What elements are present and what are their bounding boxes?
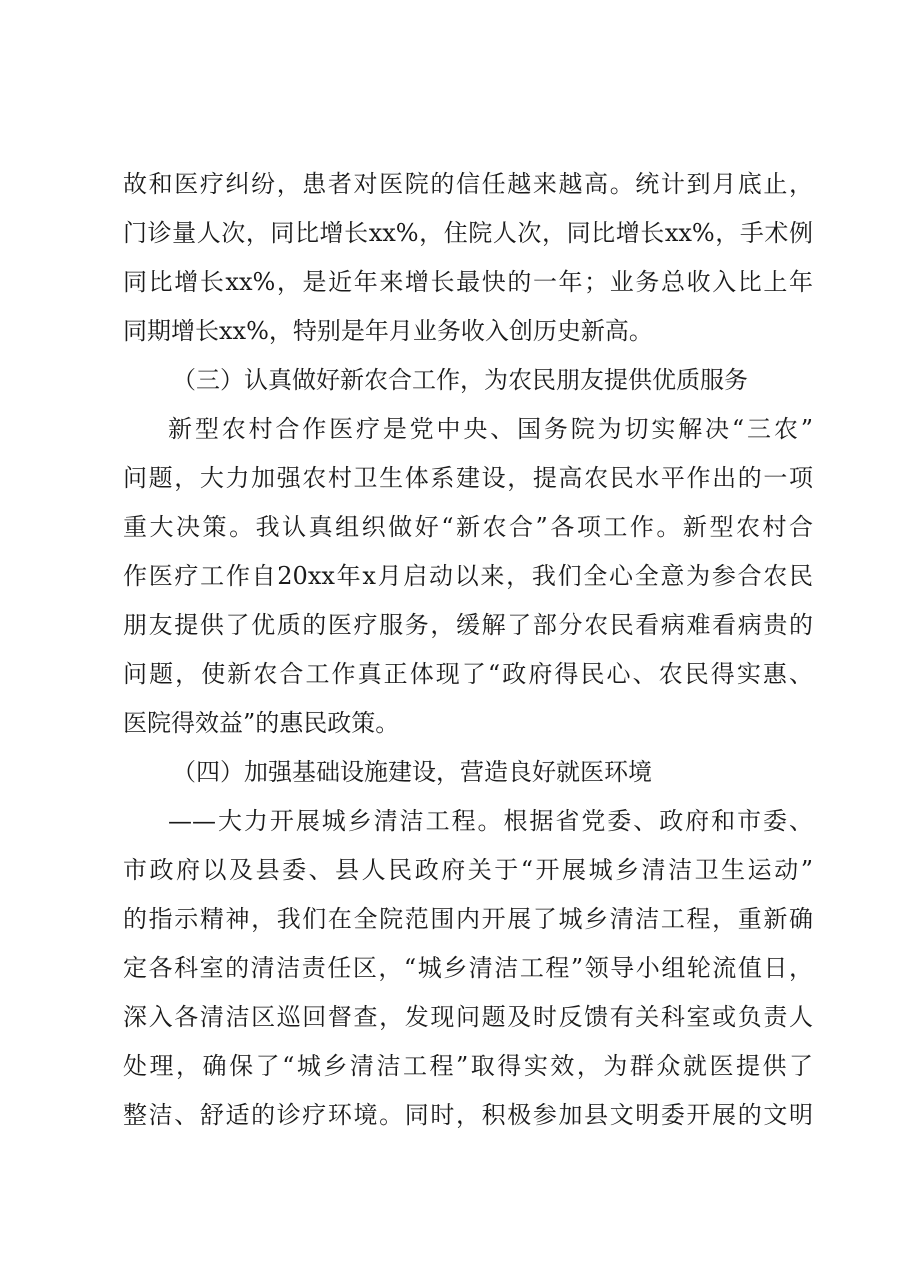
text-line-4: 同期增长xx%，特别是年月业务收入创历史新高。 (123, 317, 653, 345)
text-line-3: 同比增长xx%，是近年来增长最快的一年；业务总收入比上年 (123, 268, 813, 296)
paragraph-start-line: 新型农村合作医疗是党中央、国务院为切实解决“三农” (168, 415, 813, 443)
text-line-7: 问题，大力加强农村卫生体系建设，提高农民水平作出的一项 (123, 464, 813, 492)
text-line-18: 深入各清洁区巡回督查，发现问题及时反馈有关科室或负责人 (123, 1003, 813, 1031)
text-line-2: 门诊量人次，同比增长xx%，住院人次，同比增长xx%，手术例 (123, 219, 813, 247)
text-line-11: 问题，使新农合工作真正体现了“政府得民心、农民得实惠、 (123, 660, 813, 688)
paragraph-start-line-2: ——大力开展城乡清洁工程。根据省党委、政府和市委、 (168, 807, 813, 835)
text-line-19: 处理，确保了“城乡清洁工程”取得实效，为群众就医提供了 (123, 1052, 813, 1080)
text-line-20: 整洁、舒适的诊疗环境。同时，积极参加县文明委开展的文明 (123, 1101, 813, 1129)
text-line-17: 定各科室的清洁责任区，“城乡清洁工程”领导小组轮流值日， (123, 954, 813, 982)
section-heading-4: （四）加强基础设施建设，营造良好就医环境 (172, 758, 652, 786)
text-line-8: 重大决策。我认真组织做好“新农合”各项工作。新型农村合 (123, 513, 813, 541)
text-line-16: 的指示精神，我们在全院范围内开展了城乡清洁工程，重新确 (123, 905, 813, 933)
text-line-1: 故和医疗纠纷，患者对医院的信任越来越高。统计到月底止， (123, 170, 813, 198)
text-line-15: 市政府以及县委、县人民政府关于“开展城乡清洁卫生运动” (123, 856, 813, 884)
text-line-12: 医院得效益”的惠民政策。 (123, 709, 400, 737)
section-heading-3: （三）认真做好新农合工作，为农民朋友提供优质服务 (172, 366, 748, 394)
text-line-10: 朋友提供了优质的医疗服务，缓解了部分农民看病难看病贵的 (123, 611, 813, 639)
text-line-9: 作医疗工作自20xx年x月启动以来，我们全心全意为参合农民 (123, 562, 813, 590)
